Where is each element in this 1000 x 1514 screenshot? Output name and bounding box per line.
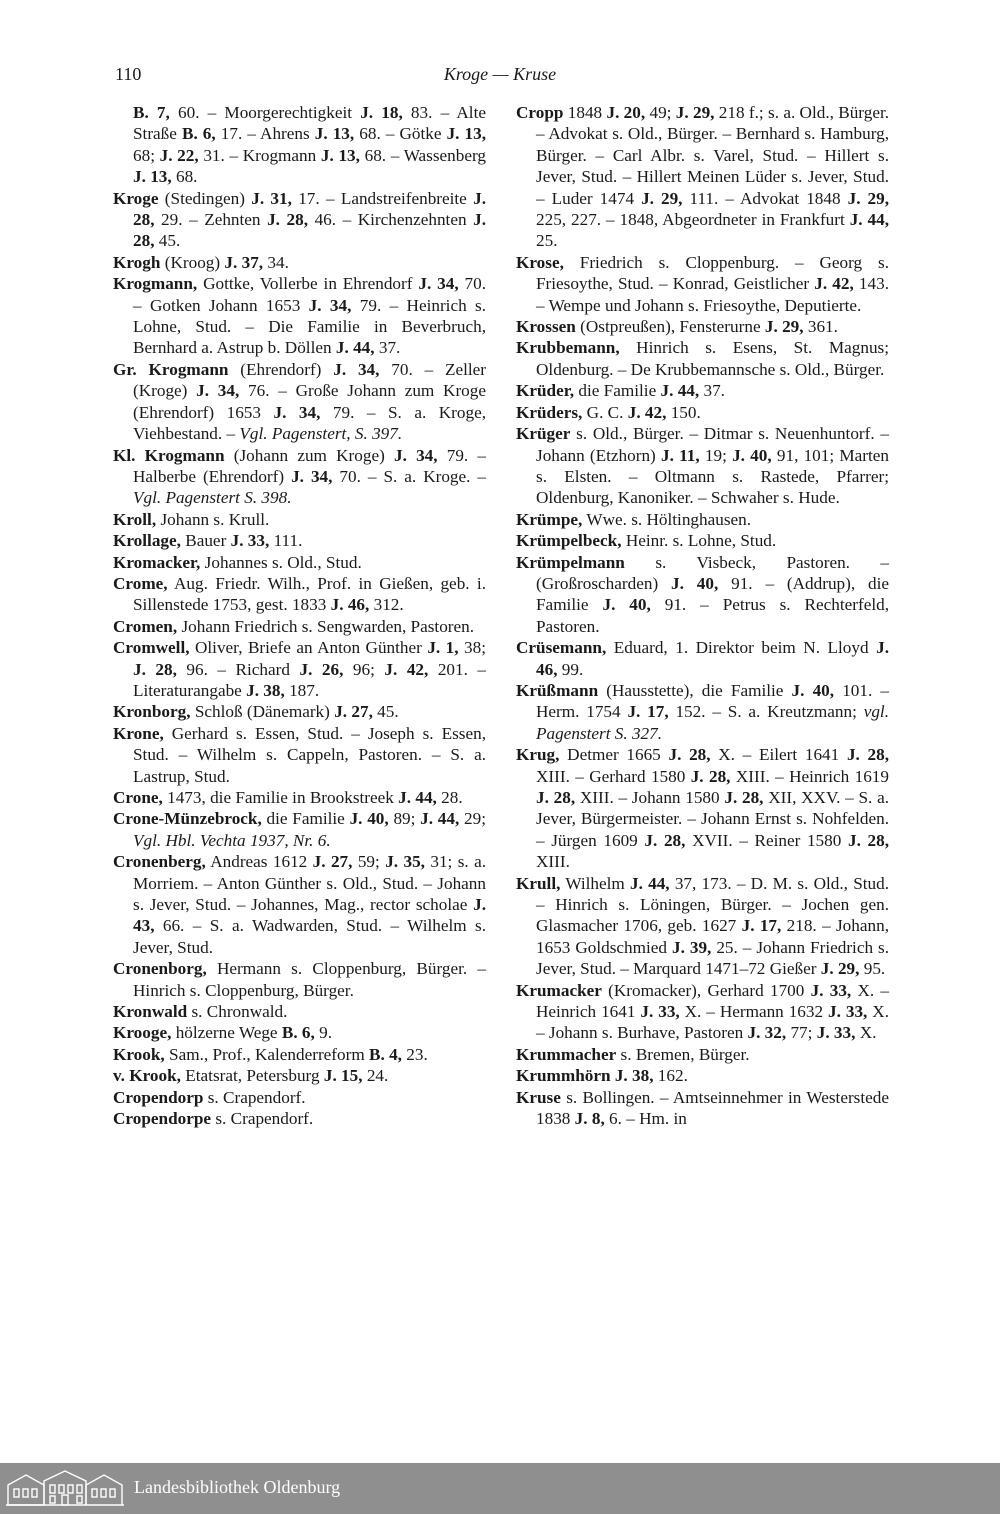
- entry-text: 68;: [133, 145, 160, 165]
- entry-text: XIII.: [536, 852, 570, 872]
- entry-bold-text: Kroge: [113, 188, 159, 208]
- entry-bold-text: J. 28,: [847, 830, 889, 850]
- entry-bold-text: Krumacker: [516, 980, 602, 1000]
- index-entry: [113, 359, 486, 445]
- entry-text: 49;: [645, 103, 676, 122]
- entry-text: 28.: [436, 788, 463, 807]
- entry-text: 91. – Petrus s. Rechterfeld, Pastoren.: [536, 595, 890, 636]
- entry-bold-text: Cronenberg,: [113, 852, 206, 872]
- index-entry: [516, 509, 889, 530]
- entry-bold-text: Cropendorp: [113, 1087, 204, 1107]
- index-entry: [113, 273, 486, 359]
- entry-bold-text: J. 44,: [849, 210, 889, 230]
- index-entry: [113, 252, 486, 273]
- entry-bold-text: J. 44,: [660, 381, 700, 401]
- index-entry: [516, 980, 889, 1044]
- entry-bold-text: J. 32,: [747, 1023, 787, 1043]
- index-entry: [113, 723, 486, 787]
- index-entry: [516, 873, 889, 980]
- entry-text: XIII. – Gerhard 1580: [536, 766, 691, 786]
- index-entry: [113, 1065, 486, 1086]
- entry-text: Friedrich s. Cloppenburg. – Georg s. Friesoythe, Stud. – Konrad, Geistlicher: [536, 252, 889, 294]
- entry-text: 25.: [536, 231, 558, 251]
- entry-bold-text: Krogmann,: [113, 274, 198, 294]
- index-entry: [113, 188, 486, 252]
- entry-italic-text: Vgl. Pagenstert S. 398.: [133, 488, 292, 508]
- entry-text: Gottke, Vollerbe in Ehrendorf: [197, 274, 419, 294]
- entry-text: s. Chronwald.: [187, 1002, 288, 1022]
- index-entry: [113, 1022, 486, 1043]
- entry-bold-text: J. 33,: [810, 980, 852, 1000]
- entry-text: Johann s. Krull.: [156, 509, 270, 529]
- entry-text: 70. – Zeller (Kroge): [133, 359, 487, 401]
- entry-bold-text: J. 37,: [224, 252, 264, 272]
- entry-text: X. – Eilert 1641: [710, 745, 847, 765]
- entry-text: 34.: [263, 252, 289, 272]
- entry-text: G. C.: [582, 402, 628, 422]
- entry-bold-text: J. 29,: [764, 317, 804, 337]
- entry-text: 79. – S. a. Kroge, Viehbestand. –: [133, 402, 487, 444]
- entry-text: X. – Heinrich 1641: [536, 980, 889, 1022]
- entry-bold-text: J. 34,: [418, 274, 459, 294]
- entry-text: 24.: [362, 1066, 389, 1086]
- entry-text: 218. – Johann, 1653 Goldschmied: [536, 916, 889, 957]
- entry-bold-text: J. 29,: [675, 103, 715, 122]
- index-entry: [113, 701, 486, 722]
- entry-text: s. Bollingen. – Amtseinnehmer in Westerstede 1838: [536, 1087, 889, 1129]
- entry-text: (Ehrendorf): [228, 359, 334, 379]
- entry-bold-text: Cromwell,: [113, 638, 190, 658]
- entry-bold-text: J. 29,: [641, 188, 683, 208]
- index-entry: [516, 744, 889, 872]
- entry-bold-text: J. 35,: [385, 852, 425, 872]
- entry-bold-text: J. 18,: [360, 103, 403, 122]
- entry-bold-text: J. 15,: [323, 1066, 363, 1086]
- entry-bold-text: J. 28,: [536, 788, 576, 807]
- entry-bold-text: J. 28,: [690, 766, 731, 786]
- entry-text: Hinrich s. Esens, St. Magnus; Oldenburg. – De Krubbemannsche s. Old., Bürger.: [536, 338, 889, 379]
- entry-text: s. Crapendorf.: [203, 1087, 306, 1107]
- entry-text: 66. – S. a. Wadwarden, Stud. – Wilhelm s. Jever, Stud.: [133, 916, 486, 957]
- entry-text: 68. – Wassenberg: [359, 145, 487, 165]
- entry-bold-text: J. 40,: [602, 595, 651, 615]
- entry-bold-text: J. 40,: [791, 680, 835, 700]
- entry-bold-text: B. 6,: [281, 1023, 315, 1043]
- entry-bold-text: J. 38,: [614, 1066, 654, 1086]
- entry-bold-text: J. 29,: [820, 959, 860, 979]
- entry-text: 89;: [388, 809, 421, 829]
- entry-text: Oliver, Briefe an Anton Günther: [189, 638, 428, 658]
- entry-text: 31. – Krogmann: [198, 145, 321, 165]
- entry-bold-text: Krull,: [516, 873, 561, 893]
- entry-bold-text: J. 42,: [814, 274, 854, 294]
- entry-bold-text: Gr. Krogmann: [113, 359, 229, 379]
- entry-text: 218 f.; s. a. Old., Bürger. – Advokat s. Old., Bürger. – Bernhard s. Hamburg, Bürger. – Carl Albr. s. Varel, Stud. – Hillert s. Jever, Stud. – Hillert Meinen Lüder s. Jever, Stud. – Luder 1474: [536, 103, 890, 208]
- index-entry: [113, 851, 486, 958]
- entry-text: 83. – Alte Straße: [133, 103, 486, 144]
- entry-text: Aug. Friedr. Wilh., Prof. in Gießen, geb. i. Sillenstede 1753, gest. 1833: [133, 573, 486, 615]
- entry-bold-text: J. 40,: [349, 809, 389, 829]
- entry-bold-text: J. 44,: [630, 873, 670, 893]
- index-entry: [516, 337, 889, 380]
- entry-text: 111.: [269, 531, 303, 551]
- entry-bold-text: Crone-Münzebrock,: [113, 809, 262, 829]
- entry-text: (Hausstette), die Familie: [598, 680, 792, 700]
- entry-text: 95.: [859, 959, 886, 979]
- index-entry: [113, 1087, 486, 1108]
- entry-bold-text: J. 28,: [668, 745, 711, 765]
- entry-text: 99.: [557, 659, 584, 679]
- entry-bold-text: v. Krook,: [113, 1066, 181, 1086]
- entry-text: X. – Johann s. Burhave, Pastoren: [536, 1002, 889, 1043]
- entry-text: 68.: [171, 167, 198, 187]
- entry-text: 91, 101; Marten s. Elsten. – Oltmann s. Rastede, Pfarrer; Oldenburg, Kanoniker. – Schwaher s. Hude.: [536, 445, 889, 508]
- entry-bold-text: Crone,: [113, 788, 163, 807]
- entry-bold-text: Krümpelbeck,: [516, 531, 622, 551]
- entry-text: 96;: [343, 659, 385, 679]
- entry-bold-text: Kl. Krogmann: [113, 445, 225, 465]
- entry-text: 37, 173. – D. M. s. Old., Stud. – Hinrich s. Löningen, Bürger. – Jochen gen. Glasmacher 1706, geb. 1627: [536, 873, 890, 936]
- entry-bold-text: J. 17,: [741, 916, 782, 936]
- entry-italic-text: vgl. Pagenstert S. 327.: [536, 702, 889, 743]
- entry-bold-text: Krogh: [113, 252, 161, 272]
- index-entry: [516, 316, 889, 337]
- entry-bold-text: J. 22,: [159, 145, 199, 165]
- entry-text: 59;: [352, 852, 386, 872]
- entry-bold-text: J. 44,: [398, 788, 437, 807]
- entry-bold-text: J. 1,: [427, 638, 459, 658]
- entry-bold-text: J. 40,: [671, 573, 719, 593]
- entry-bold-text: J. 31,: [251, 188, 292, 208]
- entry-text: Bauer: [180, 531, 231, 551]
- entry-bold-text: J. 40,: [732, 445, 772, 465]
- entry-bold-text: Krüger: [516, 424, 571, 444]
- index-column-right: [516, 102, 889, 1130]
- entry-text: Detmer 1665: [559, 745, 669, 765]
- entry-text: 225, 227. – 1848, Abgeordneter in Frankfurt: [536, 210, 850, 230]
- index-entry: [516, 380, 889, 401]
- entry-text: 91. – (Addrup), die Familie: [536, 573, 890, 615]
- entry-text: (Kromacker), Gerhard 1700: [601, 980, 811, 1000]
- entry-bold-text: Krook,: [113, 1044, 165, 1064]
- index-entry: [516, 552, 889, 638]
- entry-bold-text: J. 28,: [133, 188, 486, 230]
- entry-bold-text: J. 29,: [847, 188, 890, 208]
- entry-text: die Familie: [261, 809, 350, 829]
- entry-bold-text: J. 44,: [420, 809, 460, 829]
- index-entry: [113, 808, 486, 851]
- library-footer: [0, 1463, 1000, 1514]
- entry-bold-text: Kronwald: [113, 1002, 188, 1022]
- entry-bold-text: J. 27,: [334, 702, 373, 722]
- index-entry: [113, 1044, 486, 1065]
- entry-bold-text: Krüder,: [516, 381, 575, 401]
- entry-bold-text: Krollage,: [113, 531, 181, 551]
- entry-bold-text: Krug,: [516, 745, 560, 765]
- entry-bold-text: J. 13,: [314, 124, 355, 144]
- entry-text: 46. – Kirchenzehnten: [308, 210, 474, 230]
- entry-text: 70. – Gotken Johann 1653: [133, 274, 486, 315]
- entry-bold-text: Cronenborg,: [113, 959, 207, 979]
- entry-italic-text: Vgl. Hbl. Vechta 1937, Nr. 6.: [133, 830, 331, 850]
- entry-bold-text: J. 39,: [672, 937, 712, 957]
- entry-bold-text: J. 8,: [574, 1109, 605, 1129]
- entry-text: (Kroog): [160, 252, 225, 272]
- index-entry: [516, 1065, 889, 1086]
- entry-bold-text: Krümpelmann: [516, 552, 625, 572]
- entry-bold-text: J. 13,: [320, 145, 360, 165]
- entry-text: Hermann s. Cloppenburg, Bürger. – Hinrich s. Cloppenburg, Bürger.: [133, 959, 486, 1000]
- entry-text: (Ostpreußen), Fensterurne: [575, 317, 765, 337]
- entry-bold-text: Krossen: [516, 317, 576, 337]
- entry-text: 31; s. a. Morriem. – Anton Günther s. Old., Stud. – Johann s. Jever, Stud. – Johannes, Mag., rector scholae: [133, 852, 487, 915]
- entry-text: 6. – Hm. in: [604, 1109, 687, 1129]
- index-entry: [516, 252, 889, 316]
- index-entry: [113, 616, 486, 637]
- entry-bold-text: Kroll,: [113, 509, 157, 529]
- entry-text: Eduard, 1. Direktor beim N. Lloyd: [606, 638, 877, 658]
- entry-bold-text: J. 26,: [299, 659, 344, 679]
- entry-bold-text: Krooge,: [113, 1023, 172, 1043]
- entry-bold-text: J. 28,: [644, 830, 686, 850]
- entry-text: 143. – Wempe und Johann s. Friesoythe, Deputierte.: [536, 274, 890, 315]
- index-entry: [113, 637, 486, 701]
- entry-text: 68. – Götke: [354, 124, 447, 144]
- entry-bold-text: J. 43,: [133, 895, 486, 936]
- entry-bold-text: J. 46,: [330, 595, 370, 615]
- entry-bold-text: J. 13,: [133, 167, 172, 187]
- entry-text: 37.: [374, 338, 401, 358]
- entry-text: 77;: [786, 1023, 817, 1043]
- entry-text: 361.: [803, 317, 838, 337]
- entry-bold-text: B. 6,: [181, 124, 216, 144]
- entry-bold-text: J. 34,: [308, 295, 352, 315]
- index-entry: [516, 637, 889, 680]
- entry-bold-text: J. 33,: [230, 531, 270, 551]
- index-entry: [113, 1108, 486, 1129]
- entry-text: XII, XXV. – S. a. Jever, Bürgermeister. – Johann Ernst s. Nohfelden. – Jürgen 1609: [536, 788, 890, 850]
- entry-text: 45.: [154, 231, 181, 251]
- index-entry: [516, 680, 889, 744]
- entry-text: XIII. – Johann 1580: [575, 788, 725, 807]
- entry-text: s. Bremen, Bürger.: [616, 1044, 750, 1064]
- entry-text: Sam., Prof., Kalenderreform: [164, 1044, 370, 1064]
- index-entry: [516, 1044, 889, 1065]
- index-entry: [113, 787, 486, 808]
- entry-bold-text: B. 7,: [133, 103, 170, 122]
- entry-text: 9.: [314, 1023, 332, 1043]
- entry-bold-text: B. 4,: [369, 1044, 402, 1064]
- entry-text: s. Visbeck, Pastoren. – (Großroscharden): [536, 552, 889, 593]
- index-entry: [516, 402, 889, 423]
- entry-text: 38;: [458, 638, 487, 658]
- entry-bold-text: J. 34,: [291, 466, 333, 486]
- entry-text: 79. – Heinrich s. Lohne, Stud. – Die Familie in Beverbruch, Bernhard a. Astrup b. Döllen: [133, 295, 487, 358]
- entry-text: 187.: [284, 680, 320, 700]
- index-entry: [113, 573, 486, 616]
- index-entry: [516, 530, 889, 551]
- entry-text: (Stedingen): [158, 188, 252, 208]
- entry-text: X.: [855, 1023, 877, 1043]
- library-building-icon: [6, 1469, 124, 1507]
- entry-bold-text: Krüßmann: [516, 680, 599, 700]
- entry-text: s. Old., Bürger. – Ditmar s. Neuenhuntorf. – Johann (Etzhorn): [536, 424, 889, 465]
- entry-bold-text: Cropp: [516, 103, 564, 122]
- entry-bold-text: J. 38,: [246, 680, 285, 700]
- entry-text: die Familie: [574, 381, 661, 401]
- entry-text: 201. – Literaturangabe: [133, 659, 487, 700]
- entry-bold-text: J. 28,: [267, 210, 309, 230]
- entry-bold-text: Krümpe,: [516, 509, 583, 529]
- index-entry: [516, 102, 889, 252]
- index-entry: [516, 1087, 889, 1130]
- entry-bold-text: J. 34,: [196, 381, 240, 401]
- entry-bold-text: J. 34,: [333, 359, 380, 379]
- entry-text: (Johann zum Kroge): [224, 445, 394, 465]
- entry-text: 101. – Herm. 1754: [536, 680, 890, 722]
- entry-text: hölzerne Wege: [171, 1023, 282, 1043]
- entry-bold-text: J. 13,: [446, 124, 487, 144]
- entry-bold-text: Cropendorpe: [113, 1109, 212, 1129]
- entry-bold-text: Krose,: [516, 252, 564, 272]
- entry-text: s. Crapendorf.: [211, 1109, 314, 1129]
- entry-bold-text: J. 46,: [536, 638, 889, 679]
- entry-text: 17. – Landstreifenbreite: [291, 188, 474, 208]
- entry-bold-text: J. 28,: [724, 788, 764, 807]
- entry-text: Heinr. s. Lohne, Stud.: [621, 531, 777, 551]
- entry-text: 37.: [699, 381, 725, 401]
- index-entry: [113, 445, 486, 509]
- entry-text: Johannes s. Old., Stud.: [200, 552, 362, 572]
- index-entry: [113, 102, 486, 188]
- entry-bold-text: J. 20,: [606, 103, 646, 122]
- entry-text: Wwe. s. Höltinghausen.: [582, 509, 752, 529]
- entry-bold-text: Kronborg,: [113, 702, 191, 722]
- entry-bold-text: Krüders,: [516, 402, 583, 422]
- index-entry: [113, 552, 486, 573]
- library-name: Landesbibliothek Oldenburg: [134, 1477, 341, 1497]
- index-column-left: [113, 102, 486, 1130]
- entry-bold-text: J. 44,: [335, 338, 375, 358]
- entry-text: 45.: [372, 702, 399, 722]
- entry-bold-text: Kromacker,: [113, 552, 201, 572]
- entry-text: 19;: [699, 445, 733, 465]
- entry-text: 23.: [401, 1044, 428, 1064]
- entry-text: XVII. – Reiner 1580: [685, 830, 848, 850]
- entry-text: X. – Hermann 1632: [679, 1002, 829, 1022]
- entry-text: 152. – S. a. Kreutzmann;: [668, 702, 864, 722]
- entry-bold-text: J. 34,: [393, 445, 438, 465]
- entry-text: 70. – S. a. Kroge. –: [332, 466, 487, 486]
- entry-text: 60. – Moorgerechtigkeit: [169, 103, 361, 122]
- entry-bold-text: J. 28,: [133, 210, 486, 251]
- entry-text: 162.: [653, 1066, 688, 1086]
- entry-text: 1848: [563, 103, 607, 122]
- entry-bold-text: J. 42,: [384, 659, 429, 679]
- entry-bold-text: Cromen,: [113, 616, 178, 636]
- entry-bold-text: Kruse: [516, 1087, 561, 1107]
- entry-bold-text: J. 11,: [661, 445, 700, 465]
- running-head: Kroge — Kruse: [443, 64, 557, 84]
- entry-bold-text: J. 33,: [640, 1002, 680, 1022]
- entry-bold-text: J. 17,: [627, 702, 669, 722]
- entry-bold-text: J. 34,: [273, 402, 321, 422]
- entry-italic-text: Vgl. Pagenstert, S. 397.: [239, 424, 403, 444]
- index-entry: [516, 423, 889, 509]
- entry-bold-text: Krone,: [113, 723, 164, 743]
- entry-text: 111. – Advokat 1848: [682, 188, 848, 208]
- entry-bold-text: J. 33,: [816, 1023, 856, 1043]
- entry-bold-text: Krummacher: [516, 1044, 617, 1064]
- entry-text: 312.: [369, 595, 404, 615]
- entry-text: Wilhelm: [560, 873, 630, 893]
- entry-text: Johann Friedrich s. Sengwarden, Pastoren.: [177, 616, 475, 636]
- entry-text: XIII. – Heinrich 1619: [730, 766, 889, 786]
- page-number: 110: [115, 64, 142, 84]
- entry-bold-text: J. 42,: [627, 402, 667, 422]
- entry-bold-text: J. 33,: [828, 1002, 868, 1022]
- entry-bold-text: Crome,: [113, 573, 168, 593]
- index-entry: [113, 958, 486, 1001]
- entry-text: 25. – Johann Friedrich s. Jever, Stud. – Marquard 1471–72 Gießer: [536, 937, 890, 979]
- entry-bold-text: Krubbemann,: [516, 338, 620, 358]
- entry-text: 29;: [459, 809, 486, 829]
- index-entry: [113, 509, 486, 530]
- entry-bold-text: J. 28,: [133, 659, 177, 679]
- entry-text: 76. – Große Johann zum Kroge (Ehrendorf) 1653: [133, 381, 487, 422]
- index-entry: [113, 530, 486, 551]
- entry-bold-text: J. 28,: [846, 745, 890, 765]
- entry-text: 17. – Ahrens: [215, 124, 315, 144]
- entry-text: Andreas 1612: [205, 852, 313, 872]
- entry-bold-text: Krummhörn: [516, 1066, 611, 1086]
- entry-text: Gerhard s. Essen, Stud. – Joseph s. Essen, Stud. – Wilhelm s. Cappeln, Pastoren. – S. a. Lastrup, Stud.: [133, 723, 486, 786]
- entry-bold-text: Crüsemann,: [516, 638, 607, 658]
- entry-text: 150.: [666, 402, 701, 422]
- entry-text: 96. – Richard: [176, 659, 300, 679]
- entry-text: 1473, die Familie in Brookstreek: [162, 788, 399, 807]
- index-entry: [113, 1001, 486, 1022]
- entry-text: 29. – Zehnten: [154, 210, 268, 230]
- entry-text: 79. – Halberbe (Ehrendorf): [133, 445, 486, 486]
- entry-text: Schloß (Dänemark): [190, 702, 335, 722]
- entry-bold-text: J. 27,: [312, 852, 353, 872]
- entry-text: Etatsrat, Petersburg: [180, 1066, 324, 1086]
